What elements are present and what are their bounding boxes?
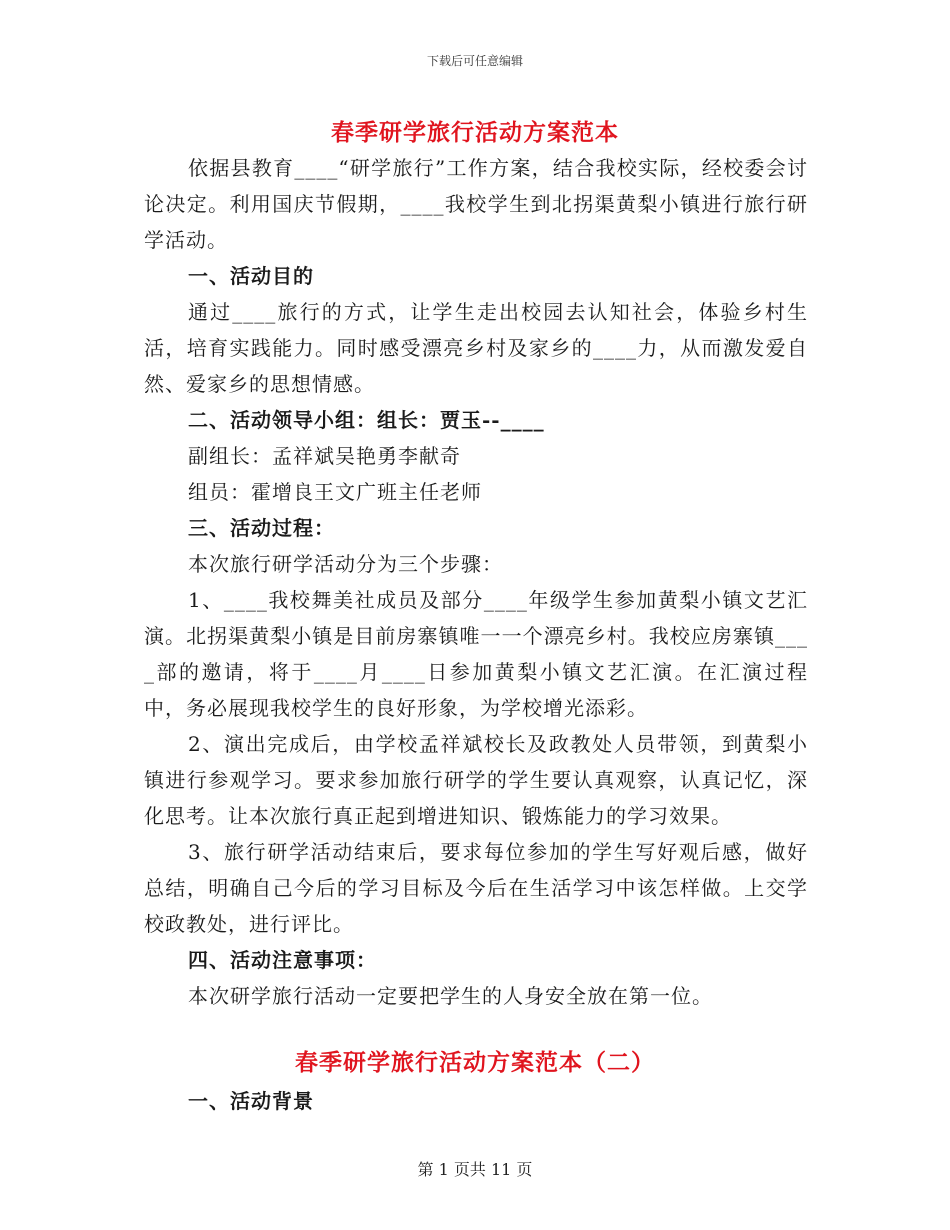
process-step-3: 3、旅行研学活动结束后，要求每位参加的学生写好观后感，做好总结，明确自己今后的学习目标及今后在生活学习中该怎样做。上交学校政教处，进行评比。 bbox=[144, 840, 808, 936]
group-members: 组员：霍增良王文广班主任老师 bbox=[188, 480, 482, 504]
section-heading-process: 三、活动过程： bbox=[188, 516, 335, 540]
process-step-2: 2、演出完成后，由学校孟祥斌校长及政教处人员带领，到黄梨小镇进行参观学习。要求参加旅行研学的学生要认真观察，认真记忆，深化思考。让本次旅行真正起到增进知识、锻炼能力的学习效果。 bbox=[144, 732, 808, 828]
document-body-2 bbox=[144, 1083, 808, 1119]
deputy-leaders: 副组长：孟祥斌吴艳勇李献奇 bbox=[188, 444, 461, 468]
purpose-paragraph: 通过____旅行的方式，让学生走出校园去认知社会，体验乡村生活，培育实践能力。同时感受漂亮乡村及家乡的____力，从而激发爱自然、爱家乡的思想情感。 bbox=[144, 300, 808, 396]
section-heading-notes: 四、活动注意事项： bbox=[188, 948, 377, 972]
section-heading-background: 一、活动背景 bbox=[188, 1089, 314, 1113]
process-step-1: 1、____我校舞美社成员及部分____年级学生参加黄梨小镇文艺汇演。北拐渠黄梨小镇是目前房寨镇唯一一个漂亮乡村。我校应房寨镇____部的邀请，将于____月____日参加黄梨小镇文艺汇演。在汇演过程中，务必展现我校学生的良好形象，为学校增光添彩。 bbox=[144, 588, 808, 720]
document-title: 春季研学旅行活动方案范本 bbox=[331, 119, 619, 146]
section-heading-purpose: 一、活动目的 bbox=[188, 264, 314, 288]
section-heading-leadership: 二、活动领导小组：组长：贾玉--____ bbox=[188, 408, 545, 432]
notes-paragraph: 本次研学旅行活动一定要把学生的人身安全放在第一位。 bbox=[188, 984, 713, 1008]
document-title-2: 春季研学旅行活动方案范本（二） bbox=[295, 1049, 655, 1076]
page-footer: 第 1 页共 11 页 bbox=[417, 1160, 533, 1179]
document-body bbox=[144, 150, 808, 1014]
process-intro: 本次旅行研学活动分为三个步骤： bbox=[188, 552, 503, 576]
header-note: 下载后可任意编辑 bbox=[426, 54, 523, 68]
intro-paragraph: 依据县教育____“研学旅行”工作方案，结合我校实际，经校委会讨论决定。利用国庆节假期，____我校学生到北拐渠黄梨小镇进行旅行研学活动。 bbox=[144, 156, 808, 252]
